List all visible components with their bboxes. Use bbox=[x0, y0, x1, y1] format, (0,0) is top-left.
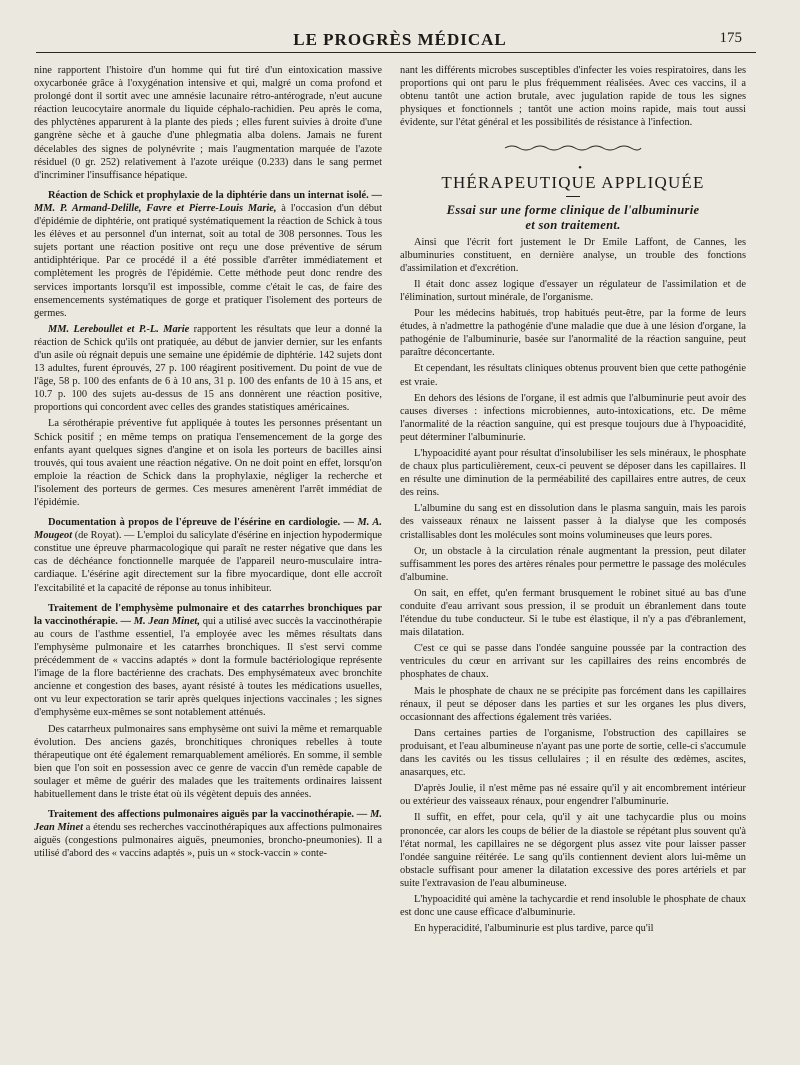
paragraph: Mais le phosphate de chaux ne se précipite pas forcément dans les capillaires rénaux, il peut se déposer dans les parties et sur les organes les plus divers, occasionnant des affections également très variées. bbox=[400, 685, 746, 723]
report-emphyseme bbox=[34, 602, 382, 720]
paragraph: La sérothérapie préventive fut appliquée à toutes les personnes présentant un Schick positif ; en même temps on pratiqua l'ensemencement de la gorge des enfants ayant quelques signes d'angine et on isola les porteurs de bacilles ainsi trouvés, qui tous avaient une réaction négative. On ne doit point en effet, lorsqu'on emploie la réaction de Schick dans la prophylaxie, négliger la recherche et l'isolement des porteurs de germes. Ces mesures amenèrent l'arrêt immédiat de l'épidémie. bbox=[34, 418, 382, 508]
short-rule bbox=[566, 196, 580, 197]
report-text: rapportent les résultats que leur a donné la réaction de Schick qu'ils ont pratiquée, au début de janvier dernier, sur les enfants d'un asile où régnait depuis une semaine une épidémie de diphtérie. 142 sujets dont 13 adultes, furent éprouvés, 27 p. 100 réagirent positivement. Du point de vue de l'âge, 58 p. 100 des enfants de 6 à 10 ans, 31 p. 100 des enfants de 10 à 15 ans, et 10.7 p. 100 des sujets au-dessus de 15 ans donnèrent une réaction positive, proportions qui concordent avec celles des grandes statistiques américaines. bbox=[34, 323, 382, 414]
paragraph: Il suffit, en effet, pour cela, qu'il y ait une tachycardie plus ou moins prononcée, car alors les coups de bélier de la diastole se répétant plus souvent qu'à l'état normal, les capillaires ne se dégorgent plus assez vite pour laisser passer l'ondée sanguine réitérée. Le sang qu'ils contiennent devient alors lui-même un obstacle suffisant pour amener la dilatation excessive des pores artériels et par suite l'extravasion de l'eau albumineuse. bbox=[400, 812, 746, 889]
paragraph: L'hypoacidité ayant pour résultat d'insolubiliser les sels minéraux, le phosphate de chaux plus particulièrement, ceux-ci peuvent se déposer dans les capillaires. Il en résulte une diminution de la perméabilité des capillaires entre autres, de ceux des reins. bbox=[400, 447, 746, 499]
paragraph: En dehors des lésions de l'organe, il est admis que l'albuminurie peut avoir des causes diverses : infections microbiennes, auto-intoxications, etc. De même l'anormalité de la réaction sanguine, qui est presque toujours due à l'hypoacidité, peut déterminer l'albuminurie. bbox=[400, 392, 746, 443]
paragraph: D'après Joulie, il n'est même pas né essaire qu'il y ait encombrement intérieur ou extérieur des vaisseaux rénaux, pour engendrer l'albuminurie. bbox=[400, 783, 746, 808]
ornamental-separator bbox=[503, 143, 643, 153]
right-column bbox=[400, 64, 746, 1049]
ornament-dot-icon: • bbox=[578, 162, 582, 175]
report-title: Traitement de l'emphysème pulmonaire et des catarrhes bronchiques par la vaccinothérapie. bbox=[34, 602, 382, 627]
paragraph: L'hypoacidité qui amène la tachycardie et rend insoluble le phosphate de chaux est donc une cause efficace d'albuminurie. bbox=[400, 893, 746, 919]
report-schick-continued bbox=[34, 323, 382, 415]
report-text: qui a utilisé avec succès la vaccinothérapie au cours de l'asthme essentiel, l'a employée avec les mêmes résultats dans l'emphysème pulmonaire et les catarrhes bronchiques. Il s'est servi comme précédemment de « vaccins adaptés » dont la formule bactériologique représente l'image de la flore bactérienne des crachats. Des emphysémateux avec bronchite ancienne et congestion des bases, ayant résisté à toutes les médications usuelles, ont vu leur expectoration se tarir après quelques injections vaccinales ; les signes d'emphysème eux-mêmes se sont notablement atténués. bbox=[34, 615, 382, 719]
paragraph: nine rapportent l'histoire d'un homme qui fut tiré d'un eintoxication massive oxycarbonée grâce à l'oxygénation intensive et qui, malgré un coma profond et prolongé dont il sortit avec une amnésie lacunaire rétro-antérograde, n'eut aucune réaction leucocytaire anormale du liquide céphalo-rachidien. Peu après le coma, des phlyctènes apparurent à la plante des pieds ; elles furent suivies à droite d'une gangrène sèche et à gauche d'une phlegmatia alba dolens. Jamais ne furent décelables des signes de polynévrite ; mais l'augmentation marquée de l'azote résiduel (0 gr. 252) relativement à l'azote uréique (0.233) dans le sang permet d'incriminer l'insuffisance hépatique. bbox=[34, 65, 382, 181]
report-text: à l'occasion d'un début d'épidémie de diphtérie, ont pratiqué systématiquement la réaction de Schick à tous les élèves et au personnel d'un internat, soit au total de 308 personnes. Tous les sujets portant une réaction positive ont reçu une dose préventive de sérum antidiphtérique. Par ce procédé il a été possible d'arrêter immédiatement et complètement les progrès de l'épidémie. Cette méthode peut donc rendre des services importants lorsqu'il est impossible, comme c'était le cas, de faire des ensemencements systématiques de gorge et pratiquer l'isolement des porteurs de germes. bbox=[34, 202, 382, 319]
report-schick bbox=[34, 189, 382, 320]
paragraph: Or, un obstacle à la circulation rénale augmentant la pression, peut dilater suffisamment les pores des artères rénales pour permettre le passage des molécules d'albumine. bbox=[400, 545, 746, 583]
article-title-line-1: Essai sur une forme clinique de l'albuminurie bbox=[446, 202, 700, 217]
page-number: 175 bbox=[719, 30, 742, 46]
paragraph: Des catarrheux pulmonaires sans emphysème ont suivi la même et remarquable évolution. Des anciens gazés, bronchitiques chroniques rebelles à toute thérapeutique ont été également remarquablement améliorés. En somme, il semble bien que l'on soit en possession avec ce genre de vaccin d'un remède capable de soulager et même de guérir des malades que les traitements ordinaires laissent habituellement dans le triste état où ils végètent depuis des années. bbox=[34, 723, 382, 800]
paragraph: C'est ce qui se passe dans l'ondée sanguine poussée par la contraction des ventricules du cœur en arrivant sur les capillaires des reins encombrés de phosphates de chaux. bbox=[400, 643, 746, 681]
report-title: Traitement des affections pulmonaires aiguës par la vaccinothérapie. bbox=[48, 809, 355, 821]
paragraph: On sait, en effet, qu'en fermant brusquement le robinet situé au bas d'une conduite d'eau arrivant sous pression, il se produit un ébranlement dans toute l'étendue du tube conducteur. Si le tube est élastique, il n'y a pas d'ébranlement, mais dilatation. bbox=[400, 587, 746, 639]
article-title bbox=[400, 203, 746, 233]
article-title-line-2: et son traitement. bbox=[525, 217, 621, 232]
report-authors: — M. A. Mougeot bbox=[34, 517, 382, 542]
paragraph: En hyperacidité, l'albuminurie est plus tardive, parce qu'il bbox=[414, 923, 654, 935]
paragraph: Ainsi que l'écrit fort justement le Dr Emile Laffont, de Cannes, les albuminuries constituent, en dernière analyse, un trouble des fonctions d'assimilation et d'excrétion. bbox=[400, 236, 746, 274]
report-authors: — M. Jean Minet, bbox=[120, 615, 200, 627]
report-title: Documentation à propos de l'épreuve de l'ésérine en cardiologie. bbox=[48, 517, 341, 529]
report-eserine bbox=[34, 516, 382, 595]
paragraph: L'albumine du sang est en dissolution dans le plasma sanguin, mais les parois des vaisseaux rénaux ne laissent passer à la dialyse que les composés cristallisables dont les molécules sont moins volumineuses que leurs pores. bbox=[400, 503, 746, 541]
report-text: (de Royat). — L'emploi du salicylate d'ésérine en injection hypodermique constitue une épreuve pharmacologique qui paraît ne rester négative que dans les cas de déchéance fonctionnelle marquée de l'appareil neuro-musculaire intra-cardiaque. L'ésérine agit directement sur la fibre myocardique, dont elle accroît l'excitabilité et la capacité de réponse au tonus inhibiteur. bbox=[34, 530, 382, 594]
paragraph: nant les différents microbes susceptibles d'infecter les voies respiratoires, dans les proportions qui ont paru le plus fréquemment réalisées. Avec ces vaccins, il a obtenu tantôt une action brutale, avec jugulation rapide de tous les signes physiques et fonctionnels ; tantôt une action moins rapide, mais tout aussi évidente, sur l'état général et les possibilités de résistance à l'infection. bbox=[400, 65, 746, 129]
header-rule bbox=[36, 52, 756, 53]
paragraph: Dans certaines parties de l'organisme, l'obstruction des capillaires se produisant, et l'eau albumineuse n'ayant pas une porte de sortie, celle-ci s'accumule dans les cavités ou les tissus cellulaires ; il en résulte des œdèmes, ascites, anasarques, etc. bbox=[400, 727, 746, 779]
wavy-rule-icon bbox=[503, 143, 643, 153]
report-affections-aigues bbox=[34, 808, 382, 860]
report-authors: MM. Lereboullet et P.-L. Marie bbox=[48, 323, 190, 335]
paragraph: Et cependant, les résultats cliniques obtenus prouvent bien que cette pathogénie est vraie. bbox=[400, 363, 746, 388]
running-head bbox=[0, 30, 800, 52]
report-authors: — M. Jean Minet bbox=[34, 809, 382, 834]
report-authors: — MM. P. Armand-Delille, Favre et Pierre-Louis Marie, bbox=[34, 189, 382, 214]
paragraph: Il était donc assez logique d'essayer un régulateur de l'assimilation et de l'élimination, surtout minérale, de l'organisme. bbox=[400, 278, 746, 303]
paragraph: Pour les médecins habitués, trop habitués peut-être, par la forme de leurs études, à n'admettre la pathogénie d'une maladie que due à une lésion d'organe, la pathogénie de l'albuminurie, basée sur l'anormalité de la réaction sanguine, peut paraître déconcertante. bbox=[400, 308, 746, 359]
journal-title: LE PROGRÈS MÉDICAL bbox=[293, 30, 507, 49]
left-column bbox=[34, 64, 382, 1049]
section-heading: THÉRAPEUTIQUE APPLIQUÉE bbox=[441, 173, 705, 193]
report-text: a étendu ses recherches vaccinothérapiques aux affections pulmonaires aiguës (congestions pulmonaires aiguës, pneumonies, broncho-pneumonies). Il a utilisé d'abord des « vaccins adaptés », puis un « stock-vaccin » conte- bbox=[34, 822, 382, 860]
report-title: Réaction de Schick et prophylaxie de la diphtérie dans un internat isolé. bbox=[48, 189, 369, 201]
